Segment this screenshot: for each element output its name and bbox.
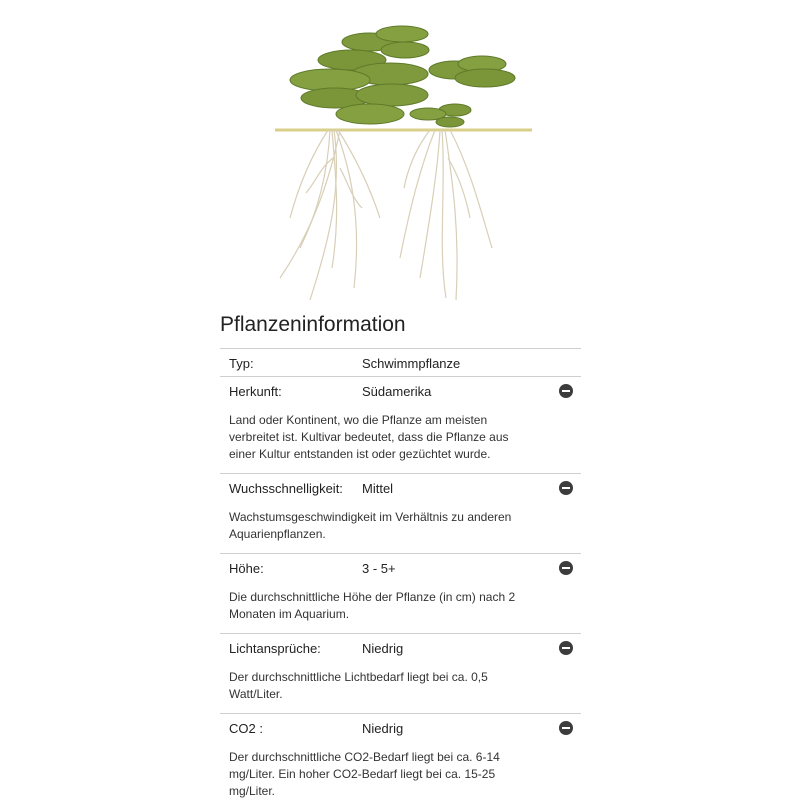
row-description — [220, 404, 581, 473]
row-label: Höhe: — [229, 561, 264, 576]
minus-circle-icon[interactable] — [559, 721, 573, 735]
info-row-wuchsschnelligkeit — [220, 474, 581, 554]
row-description — [220, 501, 581, 553]
row-label: Lichtansprüche: — [229, 641, 321, 656]
row-label: Herkunft: — [229, 384, 282, 399]
row-value: Mittel — [362, 481, 394, 496]
description-line: Wachstumsgeschwindigkeit im Verhältnis zu anderen — [229, 510, 512, 524]
row-label: Typ: — [229, 356, 254, 371]
row-value: Südamerika — [362, 384, 432, 399]
plant-info-table — [220, 348, 581, 810]
description-line: Land oder Kontinent, wo die Pflanze am meisten — [229, 413, 488, 427]
description-line: Der durchschnittliche Lichtbedarf liegt bei ca. 0,5 — [229, 670, 488, 684]
row-value: Niedrig — [362, 721, 404, 736]
description-line: Monaten im Aquarium. — [229, 607, 350, 621]
row-description — [220, 581, 581, 633]
minus-circle-icon[interactable] — [559, 481, 573, 495]
info-row-lichtansprueche — [220, 634, 581, 714]
info-row-typ — [220, 349, 581, 377]
row-label: Wuchsschnelligkeit: — [229, 481, 343, 496]
floating-plant-illustration — [270, 18, 540, 303]
description-line: Der durchschnittliche CO2-Bedarf liegt bei ca. 6-14 — [229, 750, 500, 764]
row-value: Schwimmpflanze — [362, 356, 461, 371]
description-line: verbreitet ist. Kultivar bedeutet, dass die Pflanze aus — [229, 430, 509, 444]
section-heading: Pflanzeninformation — [220, 313, 406, 336]
description-line: Watt/Liter. — [229, 687, 283, 701]
description-line: einer Kultur entstanden ist oder gezüchtet wurde. — [229, 447, 491, 461]
info-row-herkunft — [220, 377, 581, 474]
description-line: Aquarienpflanzen. — [229, 527, 326, 541]
description-line: Die durchschnittliche Höhe der Pflanze (in cm) nach 2 — [229, 590, 516, 604]
info-row-hoehe — [220, 554, 581, 634]
row-label: CO2 : — [229, 721, 263, 736]
minus-circle-icon[interactable] — [559, 384, 573, 398]
row-value: Niedrig — [362, 641, 404, 656]
row-value: 3 - 5+ — [362, 561, 396, 576]
row-description — [220, 661, 581, 713]
description-line: mg/Liter. Ein hoher CO2-Bedarf liegt bei ca. 15-25 — [229, 767, 496, 781]
description-line: mg/Liter. — [229, 784, 276, 798]
minus-circle-icon[interactable] — [559, 641, 573, 655]
minus-circle-icon[interactable] — [559, 561, 573, 575]
info-row-co2 — [220, 714, 581, 810]
